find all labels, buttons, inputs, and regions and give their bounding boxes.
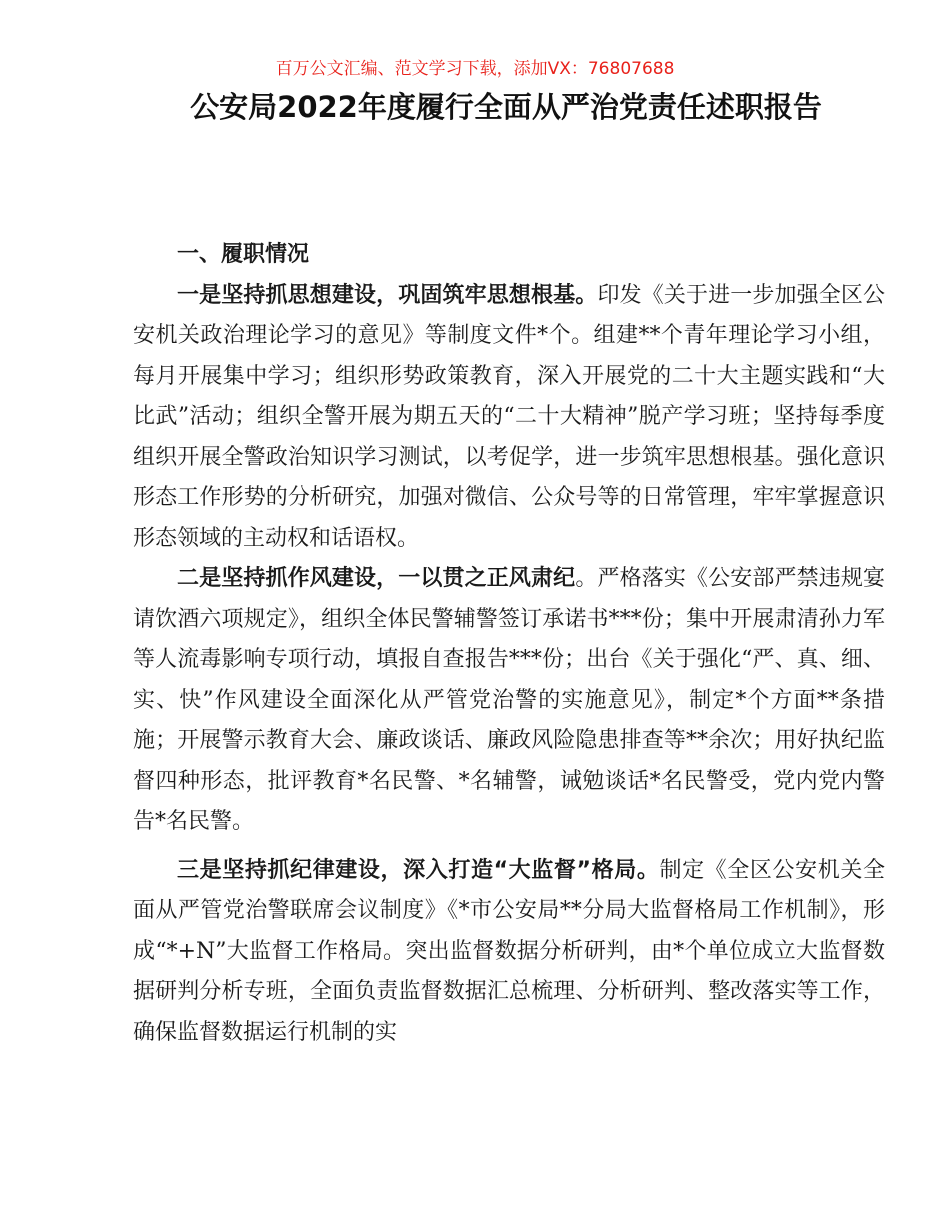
document-title: 公安局2022年度履行全面从严治党责任述职报告 bbox=[190, 90, 822, 124]
paragraph-body: 。严格落实《公安部严禁违规宴请饮酒六项规定》，组织全体民警辅警签订承诺书***份；集中开展肃清孙力军等人流毒影响专项行动，填报自查报告***份；出台《关于强化“严、真、细、实、快”作风建设全面深化从严管党治警的实施意见》，制定*个方面**条措施；开展警示教育大会、廉政谈话、廉政风险隐患排查等**余次；用好执纪监督四种形态，批评教育*名民警、*名辅警，诫勉谈话*名民警受，党内党内警告*名民警。 bbox=[133, 566, 885, 834]
paragraph bbox=[133, 851, 885, 1054]
paragraph-body: 制定《全区公安机关全面从严管党治警联席会议制度》《*市公安局**分局大监督格局工作机制》，形成“*+N”大监督工作格局。突出监督数据分析研判，由*个单位成立大监督数据研判分析专班，全面负责监督数据汇总梳理、分析研判、整改落实等工作，确保监督数据运行机制的实 bbox=[133, 857, 885, 1045]
section-heading: 一、履职情况 bbox=[177, 242, 310, 267]
document-body bbox=[133, 235, 885, 1053]
paragraph bbox=[133, 276, 885, 560]
paragraph-lead: 一是坚持抓思想建设，巩固筑牢思想根基。 bbox=[177, 282, 598, 308]
paragraph-body: 印发《关于进一步加强全区公安机关政治理论学习的意见》等制度文件*个。组建**个青年理论学习小组，每月开展集中学习；组织形势政策教育，深入开展党的二十大主题实践和“大比武”活动；组织全警开展为期五天的“二十大精神”脱产学习班；坚持每季度组织开展全警政治知识学习测试，以考促学，进一步筑牢思想根基。强化意识形态工作形势的分析研究，加强对微信、公众号等的日常管理，牢牢掌握意识形态领域的主动权和话语权。 bbox=[133, 282, 885, 551]
paragraph-lead: 三是坚持抓纪律建设，深入打造“大监督”格局。 bbox=[177, 857, 660, 883]
watermark-banner: 百万公文汇编、范文学习下载，添加VX：76807688 bbox=[275, 59, 675, 79]
paragraph bbox=[133, 559, 885, 843]
paragraph-lead: 二是坚持抓作风建设，一以贯之正风肃纪 bbox=[177, 566, 576, 591]
